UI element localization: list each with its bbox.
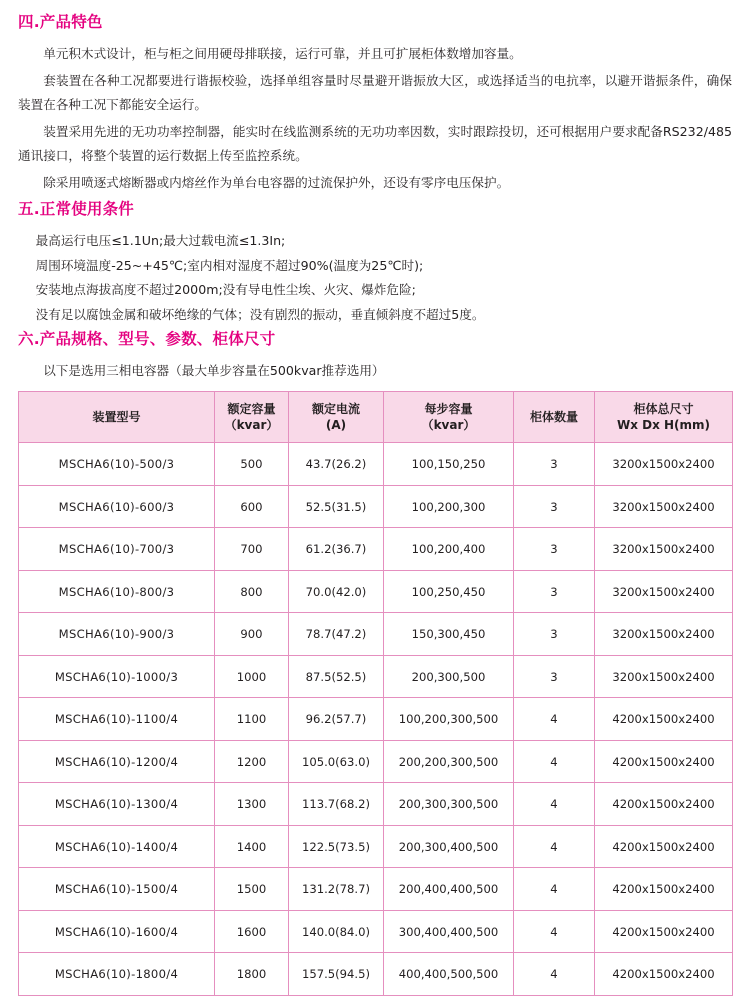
cell-rated-current: 70.0(42.0) [289,570,384,613]
cell-rated-capacity: 600 [215,485,289,528]
header-rated-current-line2: (A) [325,418,347,433]
table-row [19,443,733,486]
specs-table-head [19,392,733,443]
cell-rated-capacity: 800 [215,570,289,613]
cell-rated-current: 61.2(36.7) [289,528,384,571]
cell-cabinet-size: 4200x1500x2400 [595,698,733,741]
cell-cabinet-count: 3 [514,613,595,656]
table-row [19,613,733,656]
cell-rated-capacity: 1600 [215,910,289,953]
specs-table-body [19,443,733,996]
cell-step-capacity: 200,400,400,500 [384,868,514,911]
section-title-specs: 六.产品规格、型号、参数、柜体尺寸 [18,330,276,349]
cell-cabinet-size: 4200x1500x2400 [595,910,733,953]
features-paragraph-3: 装置采用先进的无功功率控制器，能实时在线监测系统的无功功率因数，实时跟踪投切，还可根据用户要求配备RS232/485通讯接口，将整个装置的运行数据上传至监控系统。 [18,123,732,164]
table-row [19,868,733,911]
cell-rated-capacity: 1000 [215,655,289,698]
cell-model: MSCHA6(10)-1400/4 [19,825,215,868]
conditions-list [18,229,732,327]
cell-rated-capacity: 1800 [215,953,289,996]
cell-cabinet-count: 3 [514,655,595,698]
cell-cabinet-count: 3 [514,485,595,528]
cell-cabinet-size: 3200x1500x2400 [595,613,733,656]
table-row [19,825,733,868]
cell-cabinet-size: 4200x1500x2400 [595,783,733,826]
cell-model: MSCHA6(10)-1800/4 [19,953,215,996]
cell-rated-current: 131.2(78.7) [289,868,384,911]
cell-rated-current: 157.5(94.5) [289,953,384,996]
table-row [19,528,733,571]
cell-rated-current: 87.5(52.5) [289,655,384,698]
cell-cabinet-size: 3200x1500x2400 [595,528,733,571]
cell-step-capacity: 200,300,400,500 [384,825,514,868]
cell-rated-current: 122.5(73.5) [289,825,384,868]
cell-cabinet-count: 3 [514,528,595,571]
cell-rated-capacity: 500 [215,443,289,486]
cell-cabinet-size: 4200x1500x2400 [595,953,733,996]
cell-step-capacity: 200,200,300,500 [384,740,514,783]
specs-table [18,391,733,996]
table-row [19,570,733,613]
table-row [19,655,733,698]
cell-cabinet-count: 4 [514,953,595,996]
table-row [19,698,733,741]
table-row [19,953,733,996]
cell-model: MSCHA6(10)-500/3 [19,443,215,486]
cell-rated-capacity: 1500 [215,868,289,911]
header-cabinet-count-line1: 柜体数量 [529,410,578,425]
cell-cabinet-size: 4200x1500x2400 [595,740,733,783]
header-model [19,392,215,443]
cell-step-capacity: 200,300,500 [384,655,514,698]
specs-note: 以下是选用三相电容器（最大单步容量在500kvar推荐选用） [43,363,385,379]
cell-model: MSCHA6(10)-1300/4 [19,783,215,826]
cell-rated-capacity: 700 [215,528,289,571]
cell-cabinet-size: 3200x1500x2400 [595,570,733,613]
cell-rated-capacity: 900 [215,613,289,656]
cell-model: MSCHA6(10)-1100/4 [19,698,215,741]
header-rated-capacity-line1: 额定容量 [227,402,276,417]
cell-step-capacity: 100,200,300 [384,485,514,528]
specs-header-row [19,392,733,443]
cell-model: MSCHA6(10)-1600/4 [19,910,215,953]
header-model-line1: 装置型号 [92,410,141,425]
header-step-capacity-line1: 每步容量 [424,402,473,417]
features-paragraph-2: 套装置在各种工况都要进行谐振校验，选择单组容量时尽量避开谐振放大区，或选择适当的电抗率，以避开谐振条件，确保装置在各种工况下都能安全运行。 [18,72,732,113]
cell-cabinet-size: 3200x1500x2400 [595,485,733,528]
cell-step-capacity: 400,400,500,500 [384,953,514,996]
cell-rated-current: 105.0(63.0) [289,740,384,783]
cell-step-capacity: 150,300,450 [384,613,514,656]
cell-rated-current: 52.5(31.5) [289,485,384,528]
condition-line-3: 安装地点海拔高度不超过2000m;没有导电性尘埃、火灾、爆炸危险; [35,282,416,298]
cell-cabinet-size: 3200x1500x2400 [595,655,733,698]
table-row [19,485,733,528]
cell-rated-capacity: 1400 [215,825,289,868]
cell-cabinet-count: 4 [514,910,595,953]
cell-cabinet-count: 4 [514,698,595,741]
cell-rated-current: 140.0(84.0) [289,910,384,953]
header-cabinet-size-line1: 柜体总尺寸 [633,402,694,417]
header-rated-current-line1: 额定电流 [311,402,360,417]
cell-model: MSCHA6(10)-800/3 [19,570,215,613]
table-row [19,740,733,783]
features-paragraph-4: 除采用喷逐式熔断器或内熔丝作为单台电容器的过流保护外，还设有零序电压保护。 [43,174,510,190]
header-step-capacity-line2: （kvar） [421,418,476,433]
cell-cabinet-size: 3200x1500x2400 [595,443,733,486]
cell-step-capacity: 300,400,400,500 [384,910,514,953]
cell-cabinet-count: 4 [514,740,595,783]
features-paragraph-1: 单元积木式设计，柜与柜之间用硬母排联接，运行可靠，并且可扩展柜体数增加容量。 [43,46,522,61]
cell-rated-capacity: 1300 [215,783,289,826]
cell-model: MSCHA6(10)-700/3 [19,528,215,571]
cell-cabinet-size: 4200x1500x2400 [595,825,733,868]
cell-step-capacity: 100,200,400 [384,528,514,571]
header-rated-capacity [215,392,289,443]
header-rated-current [289,392,384,443]
cell-step-capacity: 100,200,300,500 [384,698,514,741]
cell-step-capacity: 200,300,300,500 [384,783,514,826]
cell-cabinet-size: 4200x1500x2400 [595,868,733,911]
cell-model: MSCHA6(10)-1200/4 [19,740,215,783]
table-row [19,910,733,953]
cell-cabinet-count: 3 [514,570,595,613]
condition-line-1: 最高运行电压≤1.1Un;最大过载电流≤1.3In; [35,233,286,249]
cell-cabinet-count: 4 [514,868,595,911]
cell-rated-current: 96.2(57.7) [289,698,384,741]
cell-rated-current: 78.7(47.2) [289,613,384,656]
cell-cabinet-count: 4 [514,825,595,868]
header-cabinet-size [595,392,733,443]
header-rated-capacity-line2: （kvar） [224,418,279,433]
header-cabinet-count [514,392,595,443]
cell-model: MSCHA6(10)-600/3 [19,485,215,528]
cell-rated-current: 113.7(68.2) [289,783,384,826]
cell-cabinet-count: 4 [514,783,595,826]
condition-line-4: 没有足以腐蚀金属和破坏绝缘的气体；没有剧烈的振动，垂直倾斜度不超过5度。 [35,306,485,322]
header-step-capacity [384,392,514,443]
cell-model: MSCHA6(10)-900/3 [19,613,215,656]
cell-model: MSCHA6(10)-1000/3 [19,655,215,698]
cell-rated-capacity: 1100 [215,698,289,741]
section-title-features: 四.产品特色 [18,13,103,31]
cell-rated-current: 43.7(26.2) [289,443,384,486]
cell-step-capacity: 100,250,450 [384,570,514,613]
table-row [19,783,733,826]
cell-cabinet-count: 3 [514,443,595,486]
header-cabinet-size-line2: Wx Dx H(mm) [616,418,711,433]
cell-rated-capacity: 1200 [215,740,289,783]
cell-step-capacity: 100,150,250 [384,443,514,486]
cell-model: MSCHA6(10)-1500/4 [19,868,215,911]
section-title-conditions: 五.正常使用条件 [18,200,134,219]
condition-line-2: 周围环境温度-25~+45℃;室内相对湿度不超过90%(温度为25℃时); [35,257,424,273]
